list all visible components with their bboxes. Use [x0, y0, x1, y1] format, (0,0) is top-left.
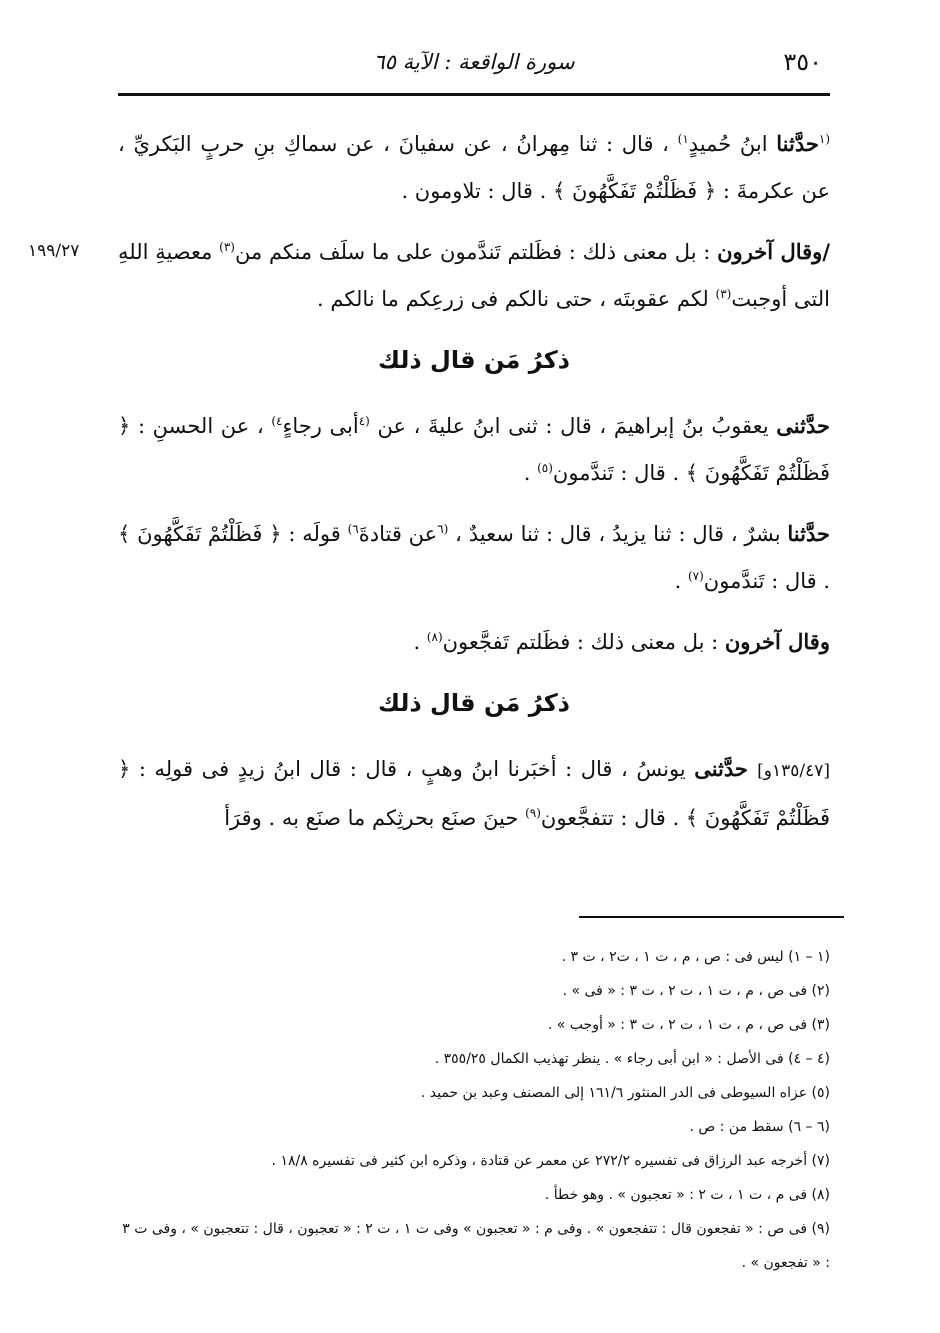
paragraph-text: .	[413, 630, 427, 654]
footnote-marker: (٧)	[687, 569, 704, 583]
footnote-marker: (٦	[437, 522, 449, 536]
paragraph-text: معصيةِ اللهِ التى أوجبت	[118, 240, 830, 311]
footnote-item: (٦ – ٦) سقط من : ص .	[689, 1119, 830, 1135]
footnote-item: (٤ – ٤) فى الأصل : « ابن أبى رجاء » . ينظر تهذيب الكمال ٣٥٥/٢٥ .	[434, 1051, 830, 1067]
paragraph-text: : بل معنى ذلك : فظَلتم تَندَّمون على ما سلَف منكم من	[234, 240, 718, 264]
paragraph-text: ، عن الحسنِ : ﴿ فَظَلْتُمْ تَفَكَّهُونَ ﴾ . قال : تَندَّمون	[118, 414, 830, 485]
paragraph-5	[118, 618, 830, 666]
running-title: سورة الواقعة : الآية ٦٥	[373, 50, 575, 74]
footnote-marker: (٣)	[219, 240, 235, 254]
manuscript-reference: [١٣٥/٤٧و]	[757, 761, 830, 781]
paragraph-text: أبى رجاءٍ	[282, 414, 359, 438]
paragraph-text: يعقوبُ بنُ إبراهيمَ ، قال : ثنى ابنُ عليةَ ، عن	[369, 414, 777, 438]
footnote-marker: ٦)	[347, 522, 359, 536]
paragraph-text: عن قتادةَ	[358, 522, 438, 546]
paragraph-text: قولَه : ﴿ فَظَلْتُمْ تَفَكَّهُونَ ﴾ . قال : تَندَّمون	[118, 522, 830, 593]
footnote-item: (٥) عزاه السيوطى فى الدر المنثور ١٦١/٦ إلى المصنف وعبد بن حميد .	[420, 1085, 830, 1101]
footnote-marker: (٤	[358, 414, 370, 428]
footnotes	[118, 940, 830, 1280]
header-rule	[118, 93, 830, 96]
paragraph-4	[118, 510, 830, 605]
margin-reference: ١٩٩/٢٧	[28, 241, 80, 261]
footnote-separator	[579, 916, 844, 918]
section-heading: ذكرُ مَن قال ذلك	[378, 346, 570, 374]
paragraph-3	[118, 402, 830, 497]
narration-lead: /وقال آخرون	[717, 239, 830, 264]
paragraph-text: .	[523, 461, 538, 485]
footnote-item: (٨) فى م ، ت ١ ، ت ٢ : « تعجبون » . وهو خطأ .	[544, 1187, 830, 1203]
page-header	[118, 40, 830, 90]
main-text	[28, 120, 831, 855]
narration-lead: حدَّثنا	[787, 521, 830, 546]
footnote-item: (٩) فى ص : « تفجعون قال : تتفجعون » . وفى م : « تعجبون » وفى ت ١ ، ت ٢ : « تعجبون ، قال : تتعجبون » ، وفى ت ٣ : « تفجعون » .	[122, 1221, 830, 1271]
paragraph-text: بشرٌ ، قال : ثنا يزيدُ ، قال : ثنا سعيدٌ ،	[448, 522, 788, 546]
paragraph-text: ابنُ حُميدٍ	[688, 132, 777, 156]
narration-lead: حدَّثنى	[776, 413, 830, 438]
footnote-marker: (٣)	[715, 287, 732, 301]
paragraph-1	[118, 120, 830, 215]
paragraph-text: لكم عقوبتَه ، حتى نالكم فى زرعِكم ما نالكم .	[317, 287, 716, 311]
paragraph-text: .	[674, 569, 688, 593]
paragraph-text: حينَ صنَع بحرثِكم ما صنَع به . وقرَأ	[224, 806, 526, 830]
paragraph-6	[118, 745, 830, 842]
paragraph-text: يونسُ ، قال : أخبَرنا ابنُ وهبٍ ، قال : قال ابنُ زيدٍ فى قولِه : ﴿ فَظَلْتُمْ تَفَكَّهُونَ ﴾ . قال : تتفجَّعون	[118, 757, 830, 830]
footnote-item: (١ – ١) ليس فى : ص ، م ، ت ١ ، ت٢ ، ت ٣ .	[561, 949, 830, 965]
paragraph-text: ، قال : ثنا مِهرانُ ، عن سفيانَ ، عن سماكِ بنِ حربٍ البَكريِّ ، عن عكرمةَ : ﴿ فَظَلْتُمْ تَفَكَّهُونَ ﴾ . قال : تلاومون .	[118, 132, 830, 203]
footnote-marker: (٩)	[525, 806, 541, 820]
page-number: ٣٥٠	[783, 48, 822, 76]
footnote-item: (٣) فى ص ، م ، ت ١ ، ت ٢ ، ت ٣ : « أوجب » .	[547, 1017, 830, 1033]
footnote-marker: (٨)	[426, 630, 443, 644]
footnote-item: (٧) أخرجه عبد الرزاق فى تفسيره ٢٧٢/٢ عن معمر عن قتادة ، وذكره ابن كثير فى تفسيره ١٨/٨ .	[271, 1153, 830, 1169]
footnote-item: (٢) فى ص ، م ، ت ١ ، ت ٢ ، ت ٣ : « فى » .	[562, 983, 830, 999]
narration-lead: حدَّثنى	[694, 756, 758, 781]
paragraph-text: : بل معنى ذلك : فظَلتم تَفجَّعون	[442, 630, 725, 654]
narration-lead: حدَّثنا	[776, 131, 819, 156]
section-heading: ذكرُ مَن قال ذلك	[378, 689, 570, 717]
footnote-marker: ١)	[677, 132, 689, 146]
footnote-marker: (١	[818, 132, 831, 146]
narration-lead: وقال آخرون	[724, 629, 830, 654]
footnote-marker: ٤)	[271, 414, 283, 428]
paragraph-2	[28, 228, 830, 323]
footnote-marker: (٥)	[537, 461, 553, 475]
